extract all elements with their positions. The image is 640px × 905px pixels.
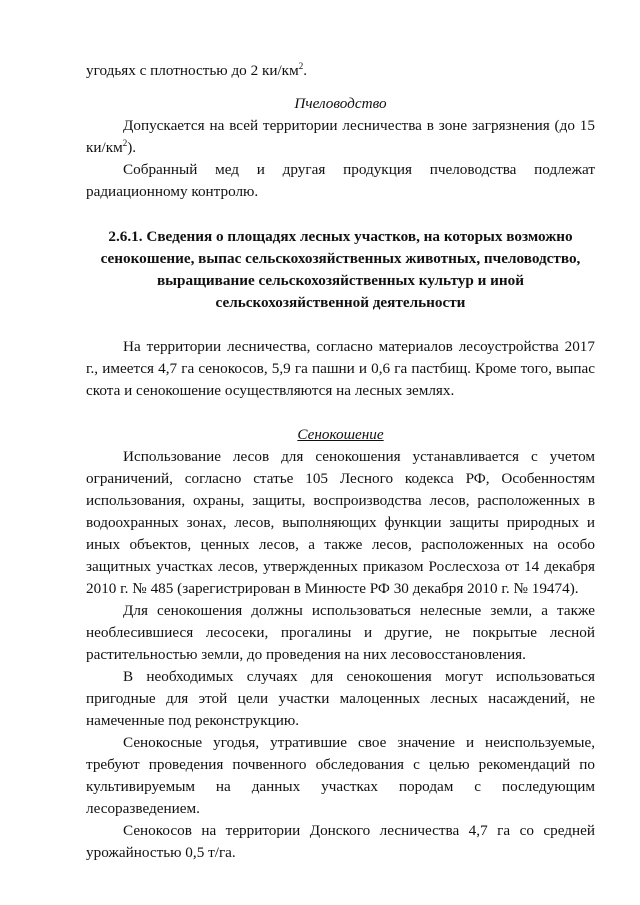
superscript: 2 <box>298 60 304 71</box>
haymaking-paragraph-3: В необходимых случаях для сенокошения могут использоваться пригодные для этой цели участки малоценных лесных насаждений, не намеченные под реконструкцию. <box>86 668 595 729</box>
intro-paragraph: На территории лесничества, согласно материалов лесоустройства 2017 г., имеется 4,7 га сенокосов, 5,9 га пашни и 0,6 га пастбищ. Кроме того, выпас скота и сенокошение осуществляются на лесных землях. <box>86 338 595 399</box>
haymaking-paragraph-1: Использование лесов для сенокошения устанавливается с учетом ограничений, согласно статье 105 Лесного кодекса РФ, Особенностям использования, охраны, защиты, воспроизводства лесов, расположенных в водоохранных зонах, лесов, выполняющих функции защиты природных и иных объектов, ценных лесов, а также лесов, расположенных на особо защитных участках лесов, утвержденных приказом Рослесхоза от 14 декабря 2010 г. № 485 (зарегистрирован в Минюсте РФ 30 декабря 2010 г. № 19474). <box>86 448 595 597</box>
haymaking-paragraph-2: Для сенокошения должны использоваться нелесные земли, а также необлесившиеся лесосеки, прогалины и другие, не покрытые лесной растительностью земли, до проведения на них лесовосстановления. <box>86 602 595 663</box>
continuation-text: угодьях с плотностью до 2 ки/км <box>86 62 299 79</box>
haymaking-paragraph-4: Сенокосные угодья, утратившие свое значение и неиспользуемые, требуют проведения почвенного обследования с целью рекомендаций по культивируемым на данных участках породам с последующим лесоразведением. <box>86 734 595 817</box>
heading-line: сельскохозяйственной деятельности <box>215 294 466 311</box>
section-heading <box>86 226 595 314</box>
beekeeping-subtitle: Пчеловодство <box>294 95 387 112</box>
beekeeping-paragraph-1 <box>86 115 595 159</box>
heading-line: выращивание сельскохозяйственных культур и иной <box>156 272 525 289</box>
superscript: 2 <box>122 137 128 148</box>
beekeeping-paragraph-2: Собранный мед и другая продукция пчеловодства подлежат радиационному контролю. <box>86 161 595 200</box>
heading-line: сенокошение, выпас сельскохозяйственных животных, пчеловодство, <box>100 250 581 267</box>
heading-line: 2.6.1. Сведения о площадях лесных участков, на которых возможно <box>108 228 573 245</box>
beekeeping-p1-tail: ). <box>127 139 137 156</box>
haymaking-subtitle: Сенокошение <box>297 426 384 443</box>
continuation-line <box>86 60 595 82</box>
beekeeping-p1-text: Допускается на всей территории лесничества в зоне загрязнения (до 15 ки/км <box>86 117 595 156</box>
haymaking-paragraph-5: Сенокосов на территории Донского лесничества 4,7 га со средней урожайностью 0,5 т/га. <box>86 822 595 861</box>
continuation-tail: . <box>303 62 307 79</box>
